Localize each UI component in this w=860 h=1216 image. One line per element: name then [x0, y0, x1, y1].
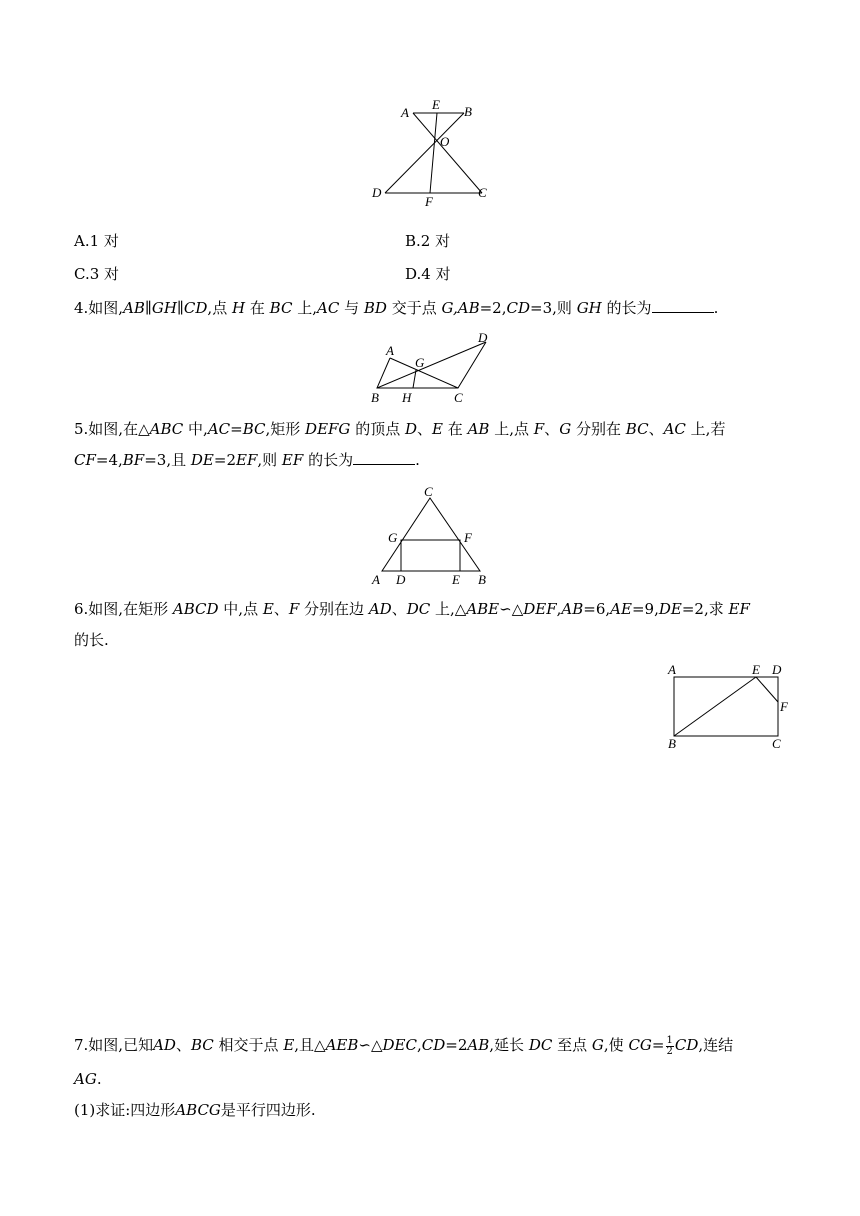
label-E: E	[452, 572, 460, 587]
question-4: 4.如图,AB∥GH∥CD,点 H 在 BC 上,AC 与 BD 交于点 G,AB=2,CD=3,则 GH 的长为 .	[74, 299, 719, 317]
option-b: B.2 对	[405, 232, 451, 250]
label-E: E	[432, 97, 440, 112]
label-D: D	[772, 662, 782, 677]
label-G: G	[415, 355, 425, 370]
label-H: H	[402, 390, 412, 405]
question-6: 6.如图,在矩形 ABCD 中,点 E、F 分别在边 AD、DC 上,△ABE∽△DEF,AB=6,AE=9,DE=2,求 EF 的长.	[74, 600, 750, 649]
option-d: D.4 对	[405, 265, 451, 283]
label-C: C	[478, 185, 487, 200]
label-A: A	[372, 572, 380, 587]
label-B: B	[371, 390, 379, 405]
question-7: 7.如图,已知AD、BC 相交于点 E,且△AEB∽△DEC,CD=2AB,延长 DC 至点 G,使 CG= $\frac{1}{2}$ CD,连结 AG. (1)求证:四边形ABCG是平行四边形.	[74, 1034, 734, 1119]
label-B: B	[464, 104, 472, 119]
label-F: F	[425, 194, 433, 209]
label-C: C	[772, 736, 781, 751]
label-B: B	[478, 572, 486, 587]
label-D: D	[396, 572, 406, 587]
figure-6	[662, 660, 798, 752]
label-A: A	[668, 662, 676, 677]
answer-blank	[652, 298, 714, 313]
label-C: C	[454, 390, 463, 405]
label-B: B	[668, 736, 676, 751]
label-E: E	[752, 662, 760, 677]
figure-4	[366, 330, 496, 406]
fraction-one-half: $\frac{1}{2}$	[666, 1034, 673, 1057]
label-O: O	[440, 134, 450, 149]
question-5: 5.如图,在△ABC 中,AC=BC,矩形 DEFG 的顶点 D、E 在 AB 上,点 F、G 分别在 BC、AC 上,若 CF=4,BF=3,且 DE=2EF,则 EF 的长为 .	[74, 420, 726, 469]
label-G: G	[388, 530, 398, 545]
option-a: A.1 对	[74, 232, 119, 250]
label-F: F	[780, 699, 788, 714]
label-A: A	[386, 343, 394, 358]
figure-5	[368, 484, 494, 588]
label-F: F	[464, 530, 472, 545]
label-A: A	[401, 105, 409, 120]
figure-1-hourglass	[368, 96, 498, 212]
label-D: D	[372, 185, 382, 200]
label-D: D	[478, 330, 488, 345]
answer-blank	[353, 450, 415, 465]
label-C: C	[424, 484, 433, 499]
option-c: C.3 对	[74, 265, 120, 283]
